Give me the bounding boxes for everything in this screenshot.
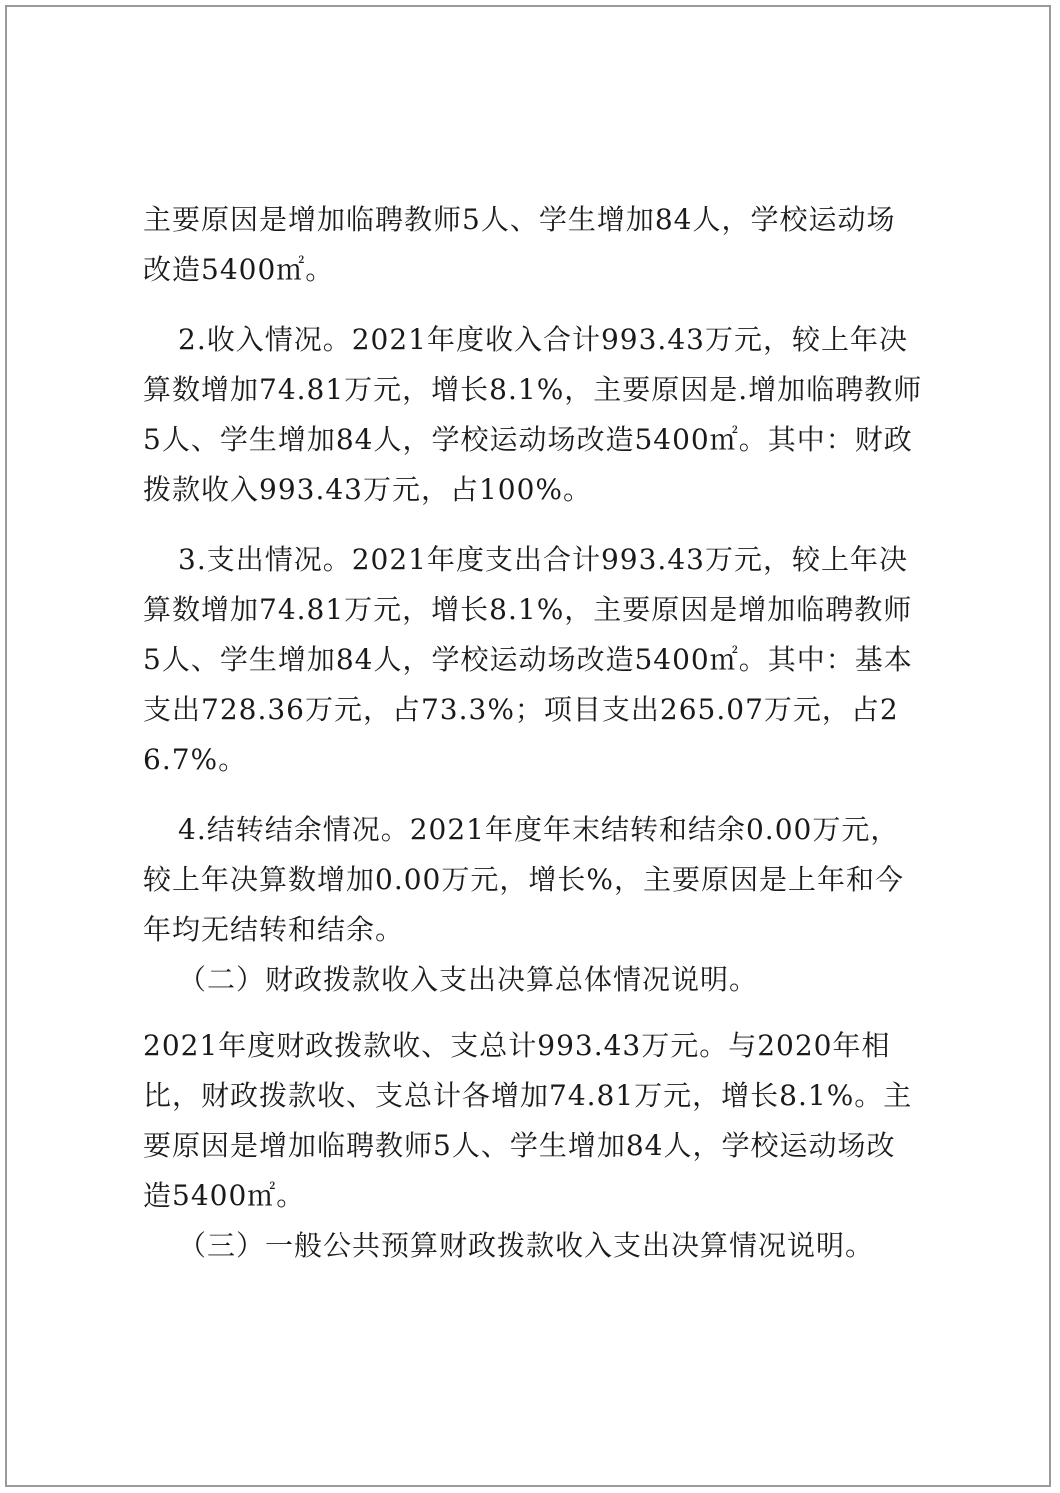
section-heading-3: （三）一般公共预算财政拨款收入支出决算情况说明。 [178,1229,875,1262]
paragraph-section-2-body: 2021年度财政拨款收、支总计993.43万元。与2020年相比，财政拨款收、支总计各增加74.81万元，增长8.1%。主要原因是增加临聘教师5人、学生增加84人，学校运动场改造5400㎡。 [143,1029,913,1212]
paragraph-expenditure: 3.支出情况。2021年度支出合计993.43万元，较上年决算数增加74.81万元，增长8.1%，主要原因是增加临聘教师5人、学生增加84人，学校运动场改造5400㎡。其中：基本支出728.36万元，占73.3%；项目支出265.07万元，占26.7%。 [143,543,913,776]
paragraph-income: 2.收入情况。2021年度收入合计993.43万元，较上年决算数增加74.81万元，增长8.1%，主要原因是.增加临聘教师5人、学生增加84人，学校运动场改造5400㎡。其中：财政拨款收入993.43万元，占100%。 [143,323,923,506]
document-body [143,195,923,1271]
paragraph-carryover: 4.结转结余情况。2021年度年末结转和结余0.00万元，较上年决算数增加0.00万元，增长%，主要原因是上年和今年均无结转和结余。 [143,813,904,946]
section-heading-2: （二）财政拨款收入支出决算总体情况说明。 [178,963,759,996]
paragraph-continuation: 主要原因是增加临聘教师5人、学生增加84人，学校运动场改造5400㎡。 [143,203,896,286]
